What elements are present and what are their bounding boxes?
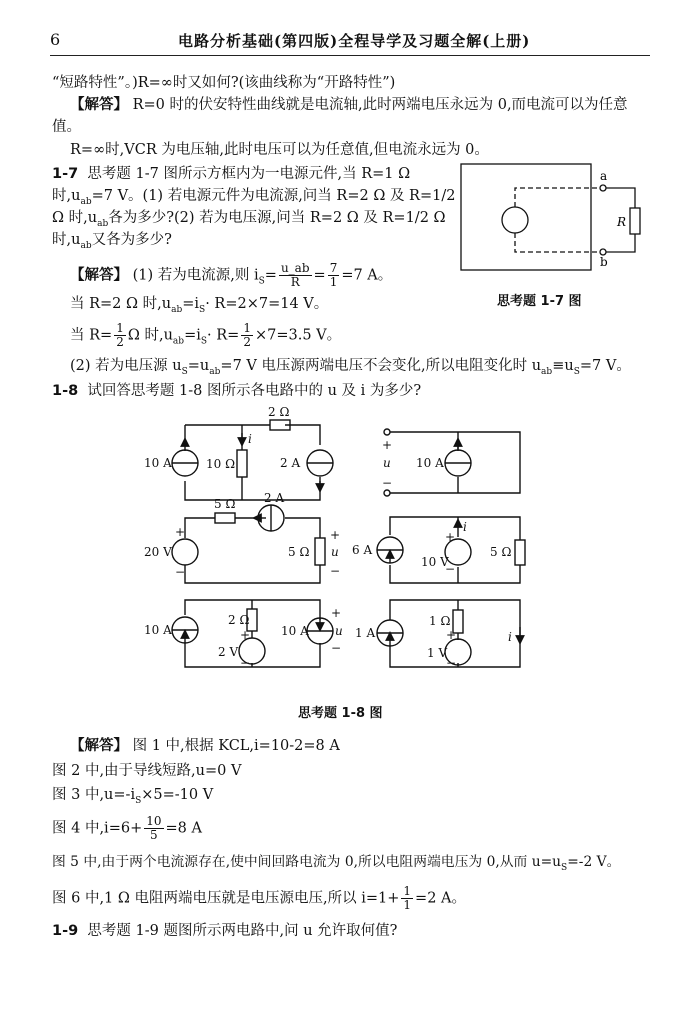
answer-1-8-line5: 图 5 中,由于两个电流源存在,使中间回路电流为 0,所以电阻两端电压为 0,从而 $u=u_S=-2$ V。: [52, 854, 621, 873]
question-1-7-line1: 1-7 思考题 1-7 图所示方框内为一电源元件,当 R=1 Ω: [52, 166, 411, 182]
figure-1-7-caption: 思考题 1-7 图: [497, 294, 582, 309]
question-1-7-line2: 时$,u_{ab}=7$ V。(1) 若电源元件为电流源,问当 R=2 Ω 及 R=1/2: [52, 188, 456, 207]
c3-label-5ohm-top: 5 Ω: [214, 497, 236, 511]
label-a: a: [600, 169, 608, 183]
c6-minus: −: [446, 656, 457, 670]
c6-label-1A: 1 A: [355, 626, 376, 640]
circuit-3: [172, 505, 325, 583]
circuit-5: [172, 600, 333, 667]
c5-label-2ohm: 2 Ω: [228, 613, 250, 627]
c6-label-1V: 1 V: [427, 646, 448, 660]
c5-u-plus: +: [331, 606, 342, 620]
fraction: $\frac{10}{5}$: [146, 814, 162, 842]
question-1-7-line3: Ω 时$,u_{ab}$各为多少?(2) 若为电压源,问当 R=2 Ω 及 R=1/2 Ω: [52, 210, 446, 229]
page-number: 6: [50, 30, 61, 49]
c3-plus: +: [175, 525, 186, 539]
text-line: R=∞时,VCR 为电压轴,此时电压可以为任意值,但电流永远为 0。: [70, 142, 489, 158]
c2-label-plus: +: [382, 438, 393, 452]
c1-label-10A: 10 A: [144, 456, 172, 470]
fraction: $\frac{7}{1}$: [329, 261, 338, 289]
answer-1-7-line2: 当 R=2 Ω 时$,u_{ab}=i_S\cdot R=2\times 7=14$ V。: [70, 296, 329, 315]
c5-label-10A-right: 10 A: [281, 624, 309, 638]
c4-minus: −: [445, 562, 456, 576]
question-1-7-line4: 时$,u_{ab}$又各为多少?: [52, 232, 172, 251]
resistor-R: [630, 208, 640, 234]
source-symbol: [502, 207, 528, 233]
c4-label-i: i: [463, 520, 467, 534]
c5-label-u: u: [335, 624, 343, 638]
label-b: b: [600, 255, 608, 269]
answer-line: 【解答】 R=0 时的伏安特性曲线就是电流轴,此时两端电压永远为 0,而电流可以为任意: [70, 96, 628, 113]
c1-label-10ohm: 10 Ω: [206, 457, 236, 471]
c2-label-minus: −: [382, 476, 393, 490]
fraction: $\frac{1}{2}$: [116, 321, 124, 349]
answer-1-7-line3: 当 R= $\frac{1}{2}$ Ω 时$,u_{ab}=i_S\cdot R=$ $\frac{1}{2}$ ×7=3.5 V。: [70, 321, 342, 349]
voltage-source-20V: [172, 539, 198, 565]
c3-u-plus: +: [330, 528, 341, 542]
header-rule: [50, 55, 650, 56]
c4-label-5ohm: 5 Ω: [490, 545, 512, 559]
c3-label-20V: 20 V: [144, 545, 172, 559]
figure-1-8: [140, 405, 560, 695]
label-R: R: [617, 215, 627, 229]
c5-minus: −: [240, 656, 251, 670]
text-line: “短路特性”。)R=∞时又如何?(该曲线称为“开路特性”): [52, 75, 396, 91]
c5-u-minus: −: [331, 641, 342, 655]
c3-label-5ohm-right: 5 Ω: [288, 545, 310, 559]
figure-1-8-caption: 思考题 1-8 图: [298, 706, 383, 721]
text-line: 值。: [52, 119, 81, 135]
c3-label-u: u: [331, 545, 339, 559]
figure-1-7: [455, 160, 655, 278]
resistor-5ohm-top: [215, 513, 235, 523]
resistor-10ohm: [237, 450, 247, 477]
answer-1-8-line1: 【解答】 图 1 中,根据 KCL,i=10-2=8 A: [70, 737, 340, 754]
answer-1-8-line4: 图 4 中,i=6+ $\frac{10}{5}$ =8 A: [52, 814, 202, 842]
c6-label-i: i: [508, 630, 512, 644]
c5-label-2V: 2 V: [218, 645, 239, 659]
fraction: $\frac{1}{2}$: [243, 321, 251, 349]
c4-plus: +: [445, 530, 456, 544]
running-header: 电路分析基础(第四版)全程导学及习题全解(上册): [178, 32, 531, 50]
c1-label-2ohm: 2 Ω: [268, 405, 290, 419]
c5-plus: +: [240, 628, 251, 642]
source-box: [461, 164, 591, 270]
circuit-1: [172, 420, 333, 500]
answer-1-8-line3: 图 3 中$,u=-i_S\times 5=-10$ V: [52, 787, 214, 806]
c5-label-10A-left: 10 A: [144, 623, 172, 637]
answer-1-8-line6: 图 6 中,1 Ω 电阻两端电压就是电压源电压,所以 i=1+ $\frac{1}{1}$ =2 A。: [52, 884, 467, 912]
answer-1-8-line2: 图 2 中,由于导线短路,u=0 V: [52, 763, 242, 779]
circuit-2: [384, 429, 520, 496]
c4-label-6A: 6 A: [352, 543, 373, 557]
resistor-5ohm-right: [315, 538, 325, 565]
c6-plus: +: [446, 628, 457, 642]
c3-minus: −: [175, 565, 186, 579]
fraction: $\frac{u\_ab}{R}$: [280, 261, 310, 289]
c1-label-2A: 2 A: [280, 456, 301, 470]
c4-label-10V: 10 V: [421, 555, 449, 569]
question-1-9: 1-9 思考题 1-9 题图所示两电路中,问 u 允许取何值?: [52, 923, 398, 939]
resistor-5ohm-c4: [515, 540, 525, 565]
terminal-a: [600, 185, 606, 191]
c6-label-1ohm: 1 Ω: [429, 614, 451, 628]
answer-1-7-line1: 【解答】 (1) 若为电流源,则 $i_S=$ $\frac{u\_ab}{R}$ = $\frac{7}{1}$ =7 A。: [70, 261, 393, 289]
fraction: $\frac{1}{1}$: [403, 884, 412, 912]
c3-label-2A: 2 A: [264, 491, 285, 505]
answer-1-7-line4: (2) 若为电压源 $u_S=u_{ab}=7$ V 电压源两端电压不会变化,所以电阻变化时 $u_{ab}\equiv u_S=7$ V。: [70, 358, 631, 377]
c1-label-i: i: [248, 432, 252, 446]
c2-label-u: u: [383, 456, 391, 470]
c2-label-10A: 10 A: [416, 456, 444, 470]
question-1-8: 1-8 试回答思考题 1-8 图所示各电路中的 u 及 i 为多少?: [52, 383, 422, 399]
c3-u-minus: −: [330, 564, 341, 578]
